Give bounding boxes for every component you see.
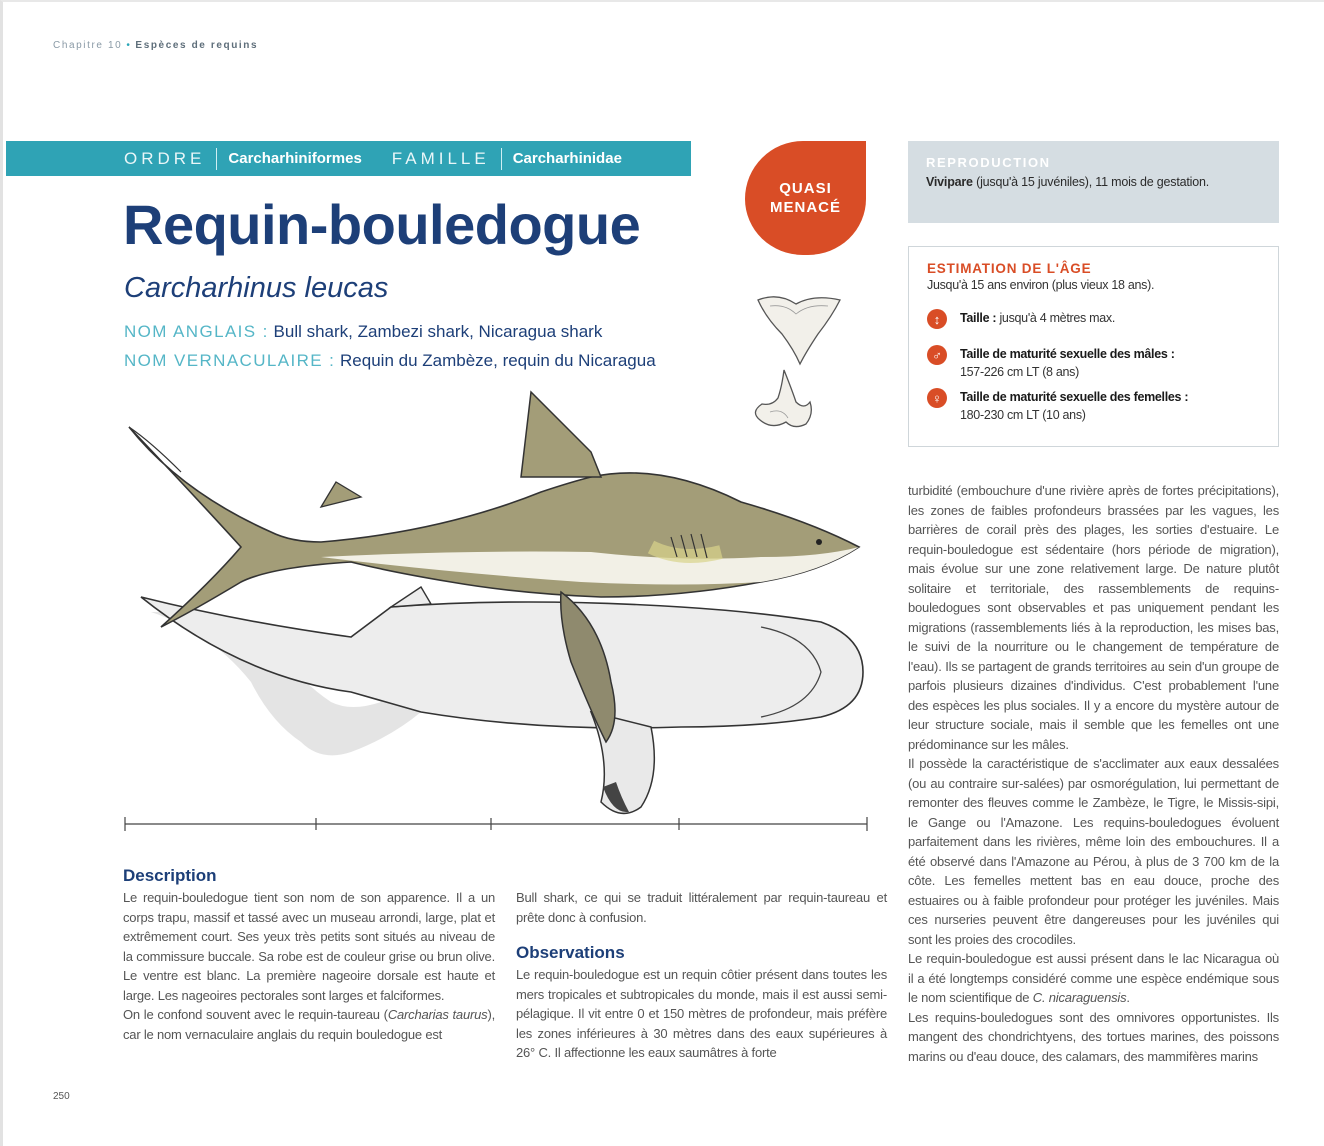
female-maturity-row	[927, 388, 1188, 424]
separator-dot: •	[126, 40, 132, 51]
status-line-1: QUASI	[779, 180, 832, 197]
size-label: Taille :	[960, 311, 997, 325]
observations-paragraph: turbidité (embouchure d'une rivière après de fortes précipitations), les zones de faibles profondeurs brassées par les vagues, les barrières de corail près des plages, les sorties d'estuaire. Le requin-bouledogue est sédentaire (hors période de migration), mais évolue sur une zone relativement large. De nature plutôt solitaire et territoriale, des rassemblements de requins-bouledogues sont observables et pas uniquement pendant les migrations (rassemblements liés à la reproduction, les mises bas, le suivi de la nourriture ou le changement de température de l'eau). Ils se partagent de grands territoires au sein d'un groupe de parfois plusieurs dizaines d'individus. C'est probablement l'une des espèces les plus sociales. Il y a encore du mystère autour de leur structure sociale, mais il semble que les femelles ont une prédominance sur les mâles.	[908, 483, 1279, 752]
scale-bar	[121, 814, 871, 834]
english-name-line	[124, 322, 602, 342]
female-maturity-value: 180-230 cm LT (10 ans)	[960, 408, 1086, 422]
english-name-value: Bull shark, Zambezi shark, Nicaragua shark	[273, 322, 603, 341]
age-heading: ESTIMATION DE L'ÂGE	[927, 261, 1092, 276]
description-paragraph: Le requin-bouledogue tient son nom de son apparence. Il a un corps trapu, massif et tassé avec un museau arrondi, large, plat et extrêmement court. Ses yeux très petits sont situés au niveau de la commissure buccale. Sa robe est de couleur grise ou brun olive. Le ventre est blanc. La première nageoire dorsale est haute et large. Les nageoires pectorales sont larges et falciformes.	[123, 890, 495, 1003]
observations-paragraph: Le requin-bouledogue est un requin côtier présent dans toutes les mers tropicales et subtropicales du monde, mais il est aussi semi-pélagique. Il vit entre 0 et 150 mètres de profondeur, mais préfère les zones inférieures à 30 mètres dans des eaux supérieures à 26° C. Il affectionne les eaux saumâtres à forte	[516, 967, 887, 1060]
running-head	[53, 40, 258, 51]
height-arrow-icon: ↕	[927, 309, 947, 329]
vernacular-name-line	[124, 351, 656, 371]
size-row	[927, 309, 1115, 329]
male-symbol-icon: ♂	[927, 345, 947, 365]
scientific-name: Carcharhinus leucas	[124, 272, 389, 304]
vernacular-name-label: NOM VERNACULAIRE :	[124, 351, 336, 370]
vernacular-name-value: Requin du Zambèze, requin du Nicaragua	[340, 351, 656, 370]
reproduction-heading: REPRODUCTION	[926, 155, 1051, 170]
observations-continued	[908, 481, 1279, 1066]
section-label: Espèces de requins	[135, 40, 259, 51]
observations-column	[516, 965, 887, 1063]
female-maturity-label: Taille de maturité sexuelle des femelles :	[960, 390, 1189, 404]
description-heading: Description	[123, 866, 217, 885]
male-maturity-label: Taille de maturité sexuelle des mâles :	[960, 347, 1175, 361]
reproduction-text	[926, 175, 1261, 189]
taxonomy-bar	[6, 141, 691, 176]
observations-heading: Observations	[516, 943, 625, 962]
observations-paragraph: Les requins-bouledogues sont des omnivores opportunistes. Ils mangent des chondrichtyens, des tortues marines, des poissons marins ou d'eau douce, des calamars, des mammifères marins	[908, 1009, 1279, 1064]
order-value: Carcharhiniformes	[228, 150, 362, 167]
species-title: Requin-bouledogue	[123, 193, 641, 256]
reproduction-bold: Vivipare	[926, 175, 973, 189]
size-value: jusqu'à 4 mètres max.	[996, 311, 1116, 325]
description-column	[123, 888, 495, 1044]
status-line-2: MENACÉ	[769, 199, 841, 216]
english-name-label: NOM ANGLAIS :	[124, 322, 269, 341]
shark-illustration	[121, 382, 871, 822]
description-paragraph: On le confond souvent avec le requin-taureau (Carcharias taurus), car le nom vernaculaire anglais du requin bouledogue est	[123, 1007, 495, 1042]
reproduction-detail: (jusqu'à 15 juvéniles), 11 mois de gestation.	[972, 175, 1209, 189]
male-maturity-value: 157-226 cm LT (8 ans)	[960, 365, 1079, 379]
family-value: Carcharhinidae	[512, 150, 622, 167]
observations-paragraph: Le requin-bouledogue est aussi présent dans le lac Nicaragua où il a été longtemps considéré comme une espèce endémique sous le nom scientifique de C. nicaraguensis.	[908, 951, 1279, 1005]
description-paragraph: Bull shark, ce qui se traduit littéralement par requin-taureau et prête donc à confusion.	[516, 890, 887, 925]
description-continued	[516, 888, 887, 927]
age-estimation-box	[908, 246, 1279, 447]
family-label: FAMILLE	[391, 148, 490, 168]
conservation-status-badge	[745, 141, 866, 255]
divider	[216, 148, 217, 170]
male-maturity-row	[927, 345, 1175, 381]
female-symbol-icon: ♀	[927, 388, 947, 408]
chapter-label: Chapitre 10	[53, 40, 123, 51]
age-text: Jusqu'à 15 ans environ (plus vieux 18 ans).	[927, 278, 1155, 292]
observations-paragraph: Il possède la caractéristique de s'acclimater aux eaux dessalées (ou au contraire sur-salées) par osmorégulation, lui permettant de remonter des fleuves comme le Zambèze, le Tigre, le Missis-sipi, le Gange ou l'Amazone. Les requins-bouledogues évoluent parfaitement dans les rivières, même loin des embouchures. Il a été observé dans l'Amazone au Pérou, à plus de 3 700 km de la côte. Les femelles mettent bas en eau douce, proche des estuaires ou à faible profondeur pour protéger les juvéniles. Mais ces nurseries peuvent être dangereuses pour les juvéniles qui sont les proies des crocodiles.	[908, 756, 1279, 947]
divider	[501, 148, 502, 170]
reproduction-box	[908, 141, 1279, 223]
order-label: ORDRE	[124, 148, 206, 168]
page-number: 250	[53, 1091, 70, 1102]
